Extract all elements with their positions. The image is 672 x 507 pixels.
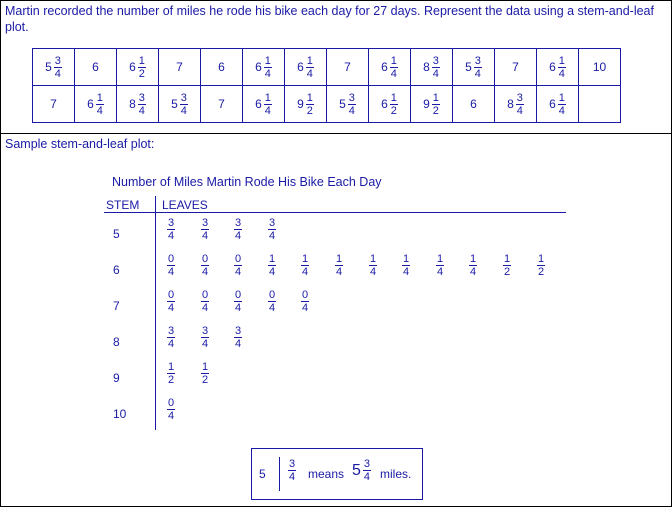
fraction (558, 92, 566, 117)
leaf-fraction-numerator: 1 (469, 253, 477, 265)
mixed-number (549, 92, 566, 117)
mixed-number (465, 55, 482, 80)
leaf-value (531, 253, 551, 278)
leaf-fraction-numerator: 3 (201, 217, 209, 229)
key-value-denominator: 4 (363, 471, 371, 483)
leaf-value (497, 253, 517, 278)
data-cell (537, 86, 579, 123)
leaf-value (195, 325, 215, 350)
mixed-number (255, 92, 272, 117)
data-cell (33, 86, 75, 123)
leaf-fraction (436, 253, 444, 278)
section-divider (0, 133, 672, 134)
data-cell (117, 86, 159, 123)
leaf-value (195, 361, 215, 386)
leaf-value (195, 253, 215, 278)
data-cell (285, 86, 327, 123)
fraction-numerator: 3 (474, 54, 481, 67)
fraction-denominator: 4 (306, 67, 313, 80)
leaf-fraction-denominator: 4 (369, 266, 377, 278)
leaf-fraction-denominator: 4 (234, 230, 242, 242)
data-cell (201, 86, 243, 123)
leaf-fraction-numerator: 0 (167, 253, 175, 265)
fraction-denominator: 4 (264, 104, 271, 117)
mixed-number (423, 55, 440, 80)
leaf-value (430, 253, 450, 278)
fraction (180, 92, 188, 117)
leaf-fraction (167, 253, 175, 278)
mixed-number (255, 55, 272, 80)
leaf-fraction-denominator: 4 (201, 302, 209, 314)
fraction-numerator: 1 (558, 91, 565, 104)
fraction-numerator: 3 (138, 91, 145, 104)
whole-part: 6 (87, 97, 94, 111)
mixed-number (87, 92, 104, 117)
whole-part: 7 (344, 60, 351, 74)
fraction-numerator: 1 (390, 91, 397, 104)
mixed-number (171, 92, 188, 117)
leaf-value (329, 253, 349, 278)
leaf-fraction-numerator: 3 (234, 217, 242, 229)
leaf-fraction-denominator: 4 (234, 338, 242, 350)
whole-part: 10 (592, 60, 607, 74)
whole-part: 6 (549, 97, 556, 111)
mixed-number (381, 92, 398, 117)
data-cell (453, 86, 495, 123)
fraction-denominator: 2 (390, 104, 397, 117)
mixed-number (129, 92, 146, 117)
leaf-fraction-denominator: 4 (268, 266, 276, 278)
leaf-fraction (268, 289, 276, 314)
mixed-number (92, 60, 99, 74)
leaf-fraction-denominator: 4 (167, 338, 175, 350)
leaf-fraction-numerator: 1 (301, 253, 309, 265)
leaf-value (262, 217, 282, 242)
leaf-fraction-denominator: 4 (201, 266, 209, 278)
leaf-fraction (201, 361, 209, 386)
leaf-fraction (301, 289, 309, 314)
mixed-number (549, 55, 566, 80)
leaf-value (363, 253, 383, 278)
leaf-fraction-denominator: 4 (436, 266, 444, 278)
whole-part: 7 (218, 97, 225, 111)
leaf-value (262, 289, 282, 314)
key-leaf-denominator: 4 (289, 471, 296, 483)
whole-part: 6 (470, 97, 477, 111)
leaf-fraction-numerator: 1 (436, 253, 444, 265)
leaf-value (161, 217, 181, 242)
data-cell (117, 49, 159, 86)
leaf-fraction-numerator: 0 (167, 397, 175, 409)
stem-leaf-divider (155, 196, 156, 430)
mixed-number (423, 92, 440, 117)
leaf-fraction-numerator: 1 (537, 253, 545, 265)
fraction (474, 55, 482, 80)
leaf-fraction (234, 217, 242, 242)
leaf-fraction (268, 253, 276, 278)
mixed-number (470, 97, 477, 111)
key-unit: miles. (380, 467, 412, 481)
fraction-numerator: 1 (264, 54, 271, 67)
leaf-fraction-numerator: 0 (234, 253, 242, 265)
leaf-value (228, 325, 248, 350)
whole-part: 6 (129, 60, 136, 74)
mixed-number (593, 60, 606, 74)
fraction-numerator: 1 (306, 54, 313, 67)
leaf-fraction-numerator: 1 (402, 253, 410, 265)
fraction-numerator: 1 (264, 91, 271, 104)
fraction-denominator: 4 (180, 104, 187, 117)
key-stem: 5 (259, 467, 266, 481)
sample-label: Sample stem-and-leaf plot: (5, 137, 155, 151)
leaf-value (295, 253, 315, 278)
leaf-fraction (234, 325, 242, 350)
stem-value: 10 (113, 407, 127, 421)
plot-title: Number of Miles Martin Rode His Bike Each Day (112, 175, 382, 189)
leaf-fraction-numerator: 0 (201, 253, 209, 265)
whole-part: 6 (218, 60, 225, 74)
fraction-denominator: 4 (558, 104, 565, 117)
leaf-fraction (201, 217, 209, 242)
key-value-whole: 5 (352, 461, 361, 479)
leaf-fraction (167, 325, 175, 350)
whole-part: 6 (549, 60, 556, 74)
data-cell (327, 86, 369, 123)
leaf-value (396, 253, 416, 278)
fraction (306, 92, 314, 117)
leaf-fraction (402, 253, 410, 278)
fraction (348, 92, 356, 117)
fraction (264, 55, 272, 80)
fraction-numerator: 1 (390, 54, 397, 67)
stem-value: 7 (113, 299, 120, 313)
fraction-denominator: 2 (138, 67, 145, 80)
fraction (432, 92, 440, 117)
fraction-denominator: 4 (138, 104, 145, 117)
leaf-fraction-denominator: 4 (167, 230, 175, 242)
leaf-fraction (201, 325, 209, 350)
leaf-fraction (301, 253, 309, 278)
leaf-fraction-denominator: 4 (167, 410, 175, 422)
leaf-fraction-denominator: 4 (201, 230, 209, 242)
leaf-value (195, 289, 215, 314)
leaf-fraction-numerator: 3 (167, 217, 175, 229)
leaf-value (228, 217, 248, 242)
key-value (352, 458, 371, 483)
fraction (138, 55, 146, 80)
mixed-number (344, 60, 351, 74)
whole-part: 7 (50, 97, 57, 111)
leaf-fraction-denominator: 4 (167, 302, 175, 314)
header-rule (104, 212, 566, 213)
leaf-fraction-numerator: 3 (234, 325, 242, 337)
fraction-numerator: 1 (306, 91, 313, 104)
fraction (390, 92, 398, 117)
whole-part: 7 (176, 60, 183, 74)
fraction-numerator: 3 (516, 91, 523, 104)
leaf-fraction (335, 253, 343, 278)
mixed-number (45, 55, 62, 80)
fraction-numerator: 1 (138, 54, 145, 67)
whole-part: 6 (381, 97, 388, 111)
fraction-denominator: 4 (474, 67, 481, 80)
mixed-number (50, 97, 57, 111)
data-cell (537, 49, 579, 86)
fraction (516, 92, 524, 117)
leaf-fraction-numerator: 0 (301, 289, 309, 301)
fraction (54, 55, 62, 80)
data-cell (411, 49, 453, 86)
data-cell (75, 49, 117, 86)
leaf-fraction-denominator: 4 (268, 230, 276, 242)
leaf-fraction (167, 217, 175, 242)
fraction-denominator: 4 (516, 104, 523, 117)
data-cell (579, 86, 621, 123)
leaf-fraction-denominator: 4 (234, 302, 242, 314)
stem-value: 8 (113, 335, 120, 349)
whole-part: 6 (255, 60, 262, 74)
leaf-value (161, 325, 181, 350)
leaf-fraction (167, 397, 175, 422)
leaf-fraction (503, 253, 511, 278)
data-cell (33, 49, 75, 86)
fraction (432, 55, 440, 80)
fraction-numerator: 3 (180, 91, 187, 104)
fraction-denominator: 4 (432, 67, 439, 80)
fraction (390, 55, 398, 80)
leaf-value (228, 289, 248, 314)
leaf-fraction-numerator: 0 (268, 289, 276, 301)
leaf-fraction-denominator: 4 (402, 266, 410, 278)
problem-text: Martin recorded the number of miles he rode his bike each day for 27 days. Represent the data using a stem-and-leaf plot. (5, 4, 654, 34)
leaf-fraction-denominator: 4 (301, 266, 309, 278)
leaf-fraction-numerator: 1 (335, 253, 343, 265)
fraction-numerator: 3 (54, 54, 61, 67)
whole-part: 5 (171, 97, 178, 111)
data-cell (579, 49, 621, 86)
leaf-fraction-numerator: 1 (201, 361, 209, 373)
leaf-fraction-denominator: 2 (201, 374, 209, 386)
fraction-denominator: 4 (54, 67, 61, 80)
leaf-fraction-denominator: 4 (167, 266, 175, 278)
fraction (558, 55, 566, 80)
key-leaf-numerator: 3 (289, 458, 296, 470)
data-cell (201, 49, 243, 86)
data-row (33, 49, 621, 86)
fraction (138, 92, 146, 117)
fraction-numerator: 1 (96, 91, 103, 104)
plot-key (251, 448, 423, 500)
leaf-fraction-denominator: 4 (201, 338, 209, 350)
leaf-value (262, 253, 282, 278)
leaf-value (228, 253, 248, 278)
key-leaf (288, 458, 296, 483)
leaf-value (161, 397, 181, 422)
leaf-fraction (234, 253, 242, 278)
whole-part: 9 (297, 97, 304, 111)
leaf-fraction-denominator: 4 (268, 302, 276, 314)
whole-part: 8 (507, 97, 514, 111)
leaf-fraction-denominator: 4 (335, 266, 343, 278)
leaf-fraction (167, 289, 175, 314)
key-means: means (308, 467, 345, 481)
mixed-number (507, 92, 524, 117)
data-cell (411, 86, 453, 123)
fraction-denominator: 2 (306, 104, 313, 117)
whole-part: 5 (45, 60, 52, 74)
leaf-fraction-numerator: 3 (201, 325, 209, 337)
whole-part: 9 (423, 97, 430, 111)
data-cell (327, 49, 369, 86)
whole-part: 6 (297, 60, 304, 74)
whole-part: 5 (465, 60, 472, 74)
data-cell (369, 86, 411, 123)
leaf-value (463, 253, 483, 278)
data-cell (159, 86, 201, 123)
fraction (264, 92, 272, 117)
fraction-denominator: 4 (558, 67, 565, 80)
mixed-number (176, 60, 183, 74)
leaf-fraction-numerator: 1 (268, 253, 276, 265)
leaf-fraction-numerator: 0 (234, 289, 242, 301)
leaf-fraction (469, 253, 477, 278)
leaf-fraction-denominator: 2 (503, 266, 511, 278)
leaf-fraction-numerator: 0 (167, 289, 175, 301)
mixed-number (129, 55, 146, 80)
stem-value: 5 (113, 227, 120, 241)
data-cell (159, 49, 201, 86)
leaf-fraction-numerator: 1 (369, 253, 377, 265)
data-table (32, 48, 621, 123)
leaf-fraction (369, 253, 377, 278)
whole-part: 6 (381, 60, 388, 74)
fraction-numerator: 3 (348, 91, 355, 104)
mixed-number (512, 60, 519, 74)
leaf-fraction-denominator: 4 (301, 302, 309, 314)
data-cell (369, 49, 411, 86)
data-cell (243, 86, 285, 123)
leaf-value (195, 217, 215, 242)
leaf-value (161, 253, 181, 278)
fraction-denominator: 4 (264, 67, 271, 80)
whole-part: 8 (423, 60, 430, 74)
leaf-fraction-numerator: 1 (167, 361, 175, 373)
whole-part: 6 (255, 97, 262, 111)
leaf-value (161, 361, 181, 386)
data-cell (453, 49, 495, 86)
whole-part: 7 (512, 60, 519, 74)
leaf-fraction (537, 253, 545, 278)
fraction-denominator: 4 (348, 104, 355, 117)
data-cell (495, 86, 537, 123)
fraction (96, 92, 104, 117)
whole-part: 5 (339, 97, 346, 111)
fraction-numerator: 3 (432, 54, 439, 67)
fraction-denominator: 4 (390, 67, 397, 80)
key-value-numerator: 3 (363, 458, 371, 470)
leaf-fraction (234, 289, 242, 314)
leaf-fraction-numerator: 0 (201, 289, 209, 301)
leaf-fraction-denominator: 2 (537, 266, 545, 278)
leaf-fraction-numerator: 3 (268, 217, 276, 229)
fraction (306, 55, 314, 80)
leaves-header: LEAVES (162, 198, 208, 212)
mixed-number (218, 97, 225, 111)
leaf-fraction-denominator: 4 (469, 266, 477, 278)
key-divider (279, 457, 280, 491)
leaf-fraction (201, 253, 209, 278)
stem-value: 9 (113, 371, 120, 385)
whole-part: 8 (129, 97, 136, 111)
leaf-fraction-denominator: 4 (234, 266, 242, 278)
data-cell (243, 49, 285, 86)
leaf-fraction (167, 361, 175, 386)
stem-header: STEM (106, 198, 140, 212)
data-cell (285, 49, 327, 86)
key-value-fraction (363, 458, 371, 483)
mixed-number (297, 92, 314, 117)
stem-value: 6 (113, 263, 120, 277)
leaf-fraction (268, 217, 276, 242)
fraction-numerator: 1 (558, 54, 565, 67)
mixed-number (381, 55, 398, 80)
whole-part: 6 (92, 60, 99, 74)
leaf-fraction-numerator: 1 (503, 253, 511, 265)
leaf-fraction (201, 289, 209, 314)
data-cell (75, 86, 117, 123)
mixed-number (339, 92, 356, 117)
fraction-denominator: 2 (432, 104, 439, 117)
fraction-denominator: 4 (96, 104, 103, 117)
leaf-fraction-denominator: 2 (167, 374, 175, 386)
leaf-value (161, 289, 181, 314)
mixed-number (218, 60, 225, 74)
leaf-value (295, 289, 315, 314)
mixed-number (297, 55, 314, 80)
data-cell (495, 49, 537, 86)
fraction-numerator: 1 (432, 91, 439, 104)
data-row (33, 86, 621, 123)
leaf-fraction-numerator: 3 (167, 325, 175, 337)
